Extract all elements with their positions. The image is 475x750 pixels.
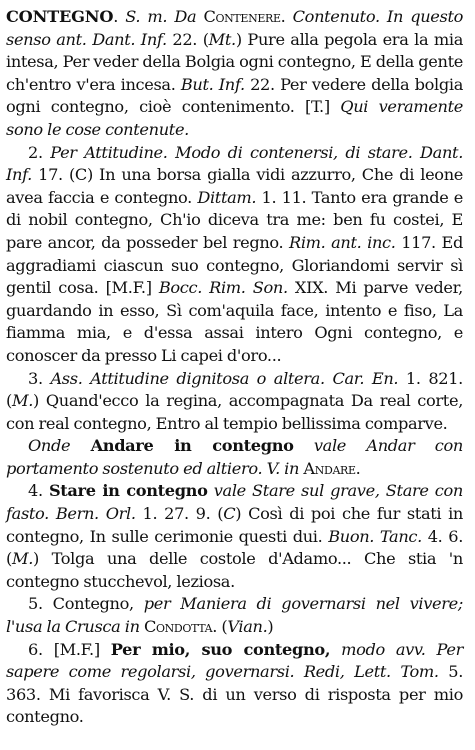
entry-sense-2 — [6, 142, 463, 368]
text-run: 5. Contegno, — [28, 594, 144, 614]
text-run: 5. 363. Mi favorisca V. S. di un verso di risposta per mio contegno. — [6, 662, 463, 727]
italic-run: Ass. Attitudine dignitosa o altera. Car. En. — [50, 368, 399, 388]
italic-run: vale Andar con portamento sostenuto ed altiero. V. in — [6, 436, 463, 478]
text-run: ) Quand'ecco la regina, accompagnata Da real corte, con real contegno, Entro al tempio bellissima comparve. — [6, 391, 463, 433]
italic-run: M. — [11, 549, 33, 569]
bold-run: Andare in contegno — [90, 436, 294, 456]
dictionary-entry-contegno — [6, 6, 463, 729]
text-run: . ( — [212, 617, 228, 637]
text-run: 1. 821. ( — [6, 368, 463, 411]
italic-run: S. m. Da — [125, 7, 204, 26]
entry-sense-4 — [6, 435, 463, 480]
italic-run: Dittam. — [197, 187, 257, 207]
text-run: 6. [M.F.] — [28, 639, 111, 659]
text-run: 4. — [28, 481, 49, 501]
text-run: 22. ( — [166, 29, 209, 49]
italic-run: C — [223, 504, 236, 524]
italic-run: Rim. ant. inc. — [289, 232, 396, 252]
bold-run: Stare in contegno — [48, 481, 208, 501]
smallcaps-run: Condotta — [143, 617, 213, 637]
italic-run: modo avv. Per sapere come regolarsi, governarsi. Redi, Lett. Tom. — [6, 639, 463, 682]
bold-run: Per mio, suo contegno, — [110, 639, 331, 659]
smallcaps-run: Andare — [303, 458, 356, 478]
italic-run: Bocc. Rim. Son. — [158, 278, 288, 298]
smallcaps-run: Contenere — [203, 7, 281, 26]
headword: CONTEGNO — [6, 7, 114, 26]
text-run: 17. (C) In una borsa gialla vidi azzurro, Che di leone avea faccia e contegno. — [6, 165, 463, 207]
entry-sense-6 — [6, 593, 463, 638]
italic-run: vale Stare sul grave, Stare con fasto. Bern. Orl. — [6, 481, 463, 524]
italic-run: M. — [11, 391, 33, 411]
italic-run: Qui veramente sono le cose contenute. — [6, 97, 463, 139]
text-run: ) Così di poi che fur stati in contegno, In sulle cerimonie questi dui. — [6, 504, 463, 546]
text-run: ) Pure alla pegola era la mia intesa, Per veder della Bolgia ogni contegno, E della gente ch'entro v'era incesa. — [6, 29, 463, 94]
italic-run: Onde — [28, 436, 91, 456]
italic-run: per Maniera di governarsi nel vivere; l'usa la Crusca in — [6, 594, 463, 637]
entry-sense-5 — [6, 480, 463, 593]
text-run: 3. — [28, 368, 51, 388]
text-run: . Mi parve veder, guardando in esso, Sì com'aquila face, intento e fiso, La fiamma mia, e d'essa assai intero Ogni contegno, e conoscer da presso Li capei d'oro... — [6, 278, 463, 365]
text-run: . — [280, 7, 293, 26]
text-run: . — [355, 458, 361, 478]
text-run: 117. Ed aggradiami ciascun suo contegno, Gloriandomi servir sì gentil cosa. [M.F.] — [6, 232, 463, 298]
text-run: 1. 27. 9. ( — [135, 504, 224, 524]
italic-run: But. Inf. — [180, 74, 245, 94]
entry-sense-3 — [6, 368, 463, 436]
italic-run: Per Attitudine. Modo di contenersi, di stare. Dant. Inf. — [6, 142, 463, 185]
text-run: ) Tolga una delle costole d'Adamo... Che stia 'n contegno stucchevol, leziosa. — [6, 549, 463, 591]
text-run: 22. Per vedere della bolgia ogni contegno, cioè contenimento. [T.] — [6, 74, 463, 117]
entry-sense-1 — [6, 6, 463, 142]
entry-sense-7 — [6, 639, 463, 729]
text-run: 2. — [28, 142, 51, 162]
text-run: 4. 6. ( — [6, 526, 463, 569]
text-run: ) — [267, 617, 274, 637]
text-run: . — [113, 7, 126, 26]
italic-run: Mt. — [208, 29, 236, 49]
text-run: 1. 11. Tanto era grande e di nobil contegno, Ch'io diceva tra me: ben fu costei, E pare ancor, da posseder bel regno. — [6, 187, 464, 252]
italic-run: Vian. — [227, 617, 268, 637]
smallcaps-run: XIX — [287, 278, 324, 298]
italic-run: Buon. Tanc. — [328, 526, 422, 546]
italic-run: Contenuto. In questo senso ant. Dant. Inf. — [6, 7, 464, 49]
